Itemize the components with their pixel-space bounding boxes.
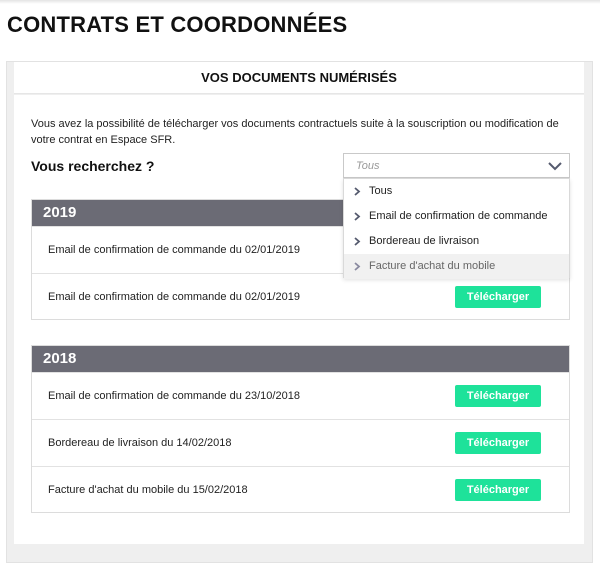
select-value: Tous — [356, 160, 380, 172]
document-row — [32, 273, 569, 320]
document-name: Email de confirmation de commande du 23/10/2018 — [48, 390, 300, 402]
chevron-right-icon — [354, 237, 361, 246]
year-group-2018 — [31, 345, 570, 513]
document-name: Email de confirmation de commande du 02/01/2019 — [48, 291, 300, 303]
document-row — [32, 419, 569, 466]
chevron-right-icon — [354, 262, 361, 271]
document-type-select[interactable] — [343, 153, 570, 178]
year-header: 2019 — [32, 200, 569, 226]
document-row — [32, 466, 569, 513]
dropdown-option-label: Bordereau de livraison — [369, 235, 480, 247]
page-title: CONTRATS ET COORDONNÉES — [7, 12, 348, 37]
download-button[interactable]: Télécharger — [455, 432, 541, 454]
dropdown-option-label: Facture d'achat du mobile — [369, 260, 496, 272]
document-row — [32, 372, 569, 419]
search-label: Vous recherchez ? — [31, 158, 155, 174]
section-title: VOS DOCUMENTS NUMÉRISÉS — [14, 62, 584, 94]
chevron-down-icon — [547, 158, 563, 174]
dropdown-option-tous[interactable] — [344, 179, 569, 204]
dropdown-option-email[interactable] — [344, 204, 569, 229]
document-name: Bordereau de livraison du 14/02/2018 — [48, 437, 232, 449]
download-button[interactable]: Télécharger — [455, 479, 541, 501]
document-type-dropdown — [343, 178, 570, 278]
download-button[interactable]: Télécharger — [455, 286, 541, 308]
dropdown-option-label: Tous — [369, 185, 393, 197]
chevron-right-icon — [354, 187, 361, 196]
year-header: 2018 — [32, 346, 569, 372]
dropdown-option-label: Email de confirmation de commande — [369, 210, 548, 222]
top-bar-shadow — [0, 0, 600, 4]
intro-text: Vous avez la possibilité de télécharger vos documents contractuels suite à la souscription ou modification de votre contrat en Espace SFR. — [31, 118, 559, 146]
document-name: Email de confirmation de commande du 02/01/2019 — [48, 244, 300, 256]
dropdown-option-facture[interactable] — [344, 254, 569, 279]
document-name: Facture d'achat du mobile du 15/02/2018 — [48, 484, 248, 496]
dropdown-option-bordereau[interactable] — [344, 229, 569, 254]
download-button[interactable]: Télécharger — [455, 385, 541, 407]
chevron-right-icon — [354, 212, 361, 221]
